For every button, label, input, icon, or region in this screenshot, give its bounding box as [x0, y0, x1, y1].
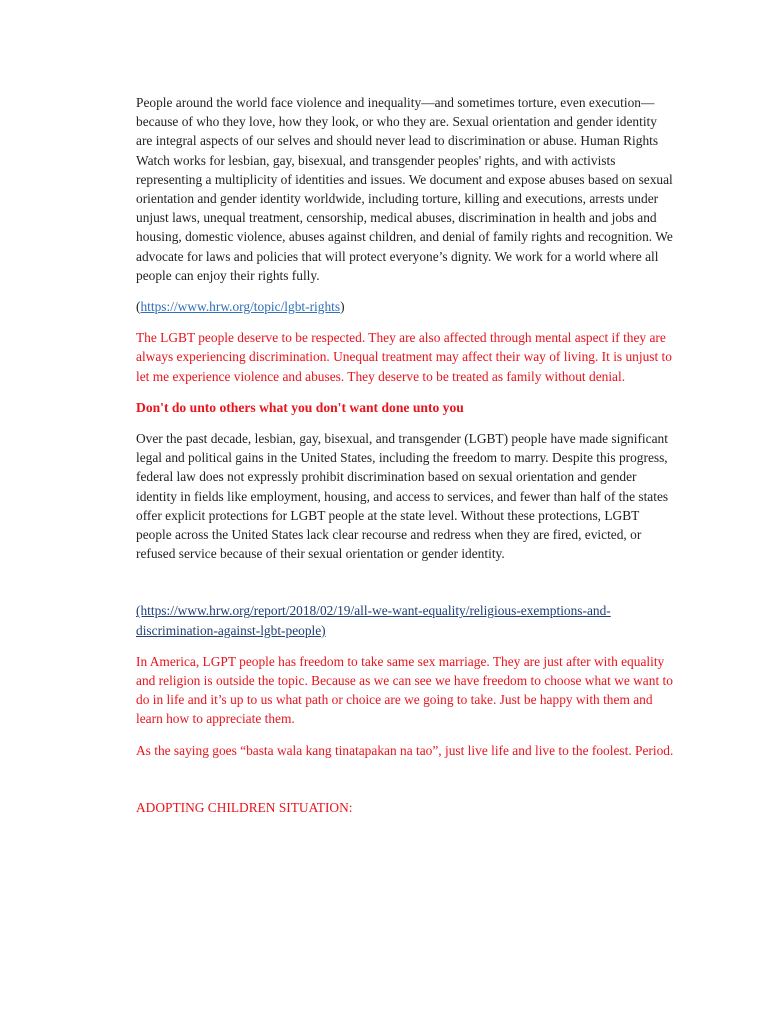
blank-line — [136, 575, 676, 601]
paragraph-hrw-intro: People around the world face violence and inequality—and sometimes torture, even execution—because of who they love, how they look, or who they are. Sexual orientation and gender identity are integral aspects of our selves and should never lead to discrimination or abuse. Human Rights Watch works for lesbian, gay, bisexual, and transgender peoples' rights, and with activists representing a multiplicity of identities and issues. We document and expose abuses based on sexual orientation and gender identity worldwide, including torture, killing and executions, arrests under unjust laws, unequal treatment, censorship, medical abuses, discrimination in health and jobs and housing, domestic violence, abuses against children, and denial of family rights and recognition. We advocate for laws and policies that will protect everyone’s dignity. We work for a world where all people can enjoy their rights fully. — [136, 95, 673, 283]
heading-golden-rule: Don't do unto others what you don't want done unto you — [136, 399, 464, 415]
heading-adopting-children: ADOPTING CHILDREN SITUATION: — [136, 799, 353, 815]
paragraph-red-america: In America, LGPT people has freedom to take same sex marriage. They are just after with equality and religion is outside the topic. Because as we can see we have freedom to choose what we want to do in life and it’s up to us what path or choice are we going to take. Just be happy with them and learn how to appreciate them. — [136, 653, 673, 727]
paragraph-us-gains: Over the past decade, lesbian, gay, bisexual, and transgender (LGBT) people have made significant legal and political gains in the United States, including the freedom to marry. Despite this progress, federal law does not expressly prohibit discrimination based on sexual orientation and gender identity in fields like employment, housing, and access to services, and fewer than half of the states offer explicit protections for LGBT people at the state level. Without these protections, LGBT people across the United States lack clear recourse and redress when they are fired, evicted, or refused service because of their sexual orientation or gender identity. — [136, 431, 669, 562]
link-hrw-religious-exemptions[interactable]: (https://www.hrw.org/report/2018/02/19/all-we-want-equality/religious-exemptions-and-discrimination-against-lgbt-people) — [136, 603, 611, 638]
paragraph-red-respect: The LGBT people deserve to be respected. They are also affected through mental aspect if they are always experiencing discrimination. Unequal treatment may affect their way of living. It is unjust to let me experience violence and abuses. They deserve to be treated as family without denial. — [136, 330, 672, 384]
citation-close-paren: ) — [340, 299, 345, 315]
citation-open-paren: ( — [136, 299, 141, 315]
citation-lgbt-rights — [136, 297, 676, 316]
link-hrw-lgbt-rights[interactable]: https://www.hrw.org/topic/lgbt-rights — [140, 299, 341, 315]
citation-religious-exemptions — [136, 601, 676, 639]
blank-line — [136, 772, 676, 798]
document-body — [136, 93, 676, 829]
paragraph-red-saying: As the saying goes “basta wala kang tinatapakan na tao”, just live life and live to the foolest. Period. — [136, 742, 674, 758]
